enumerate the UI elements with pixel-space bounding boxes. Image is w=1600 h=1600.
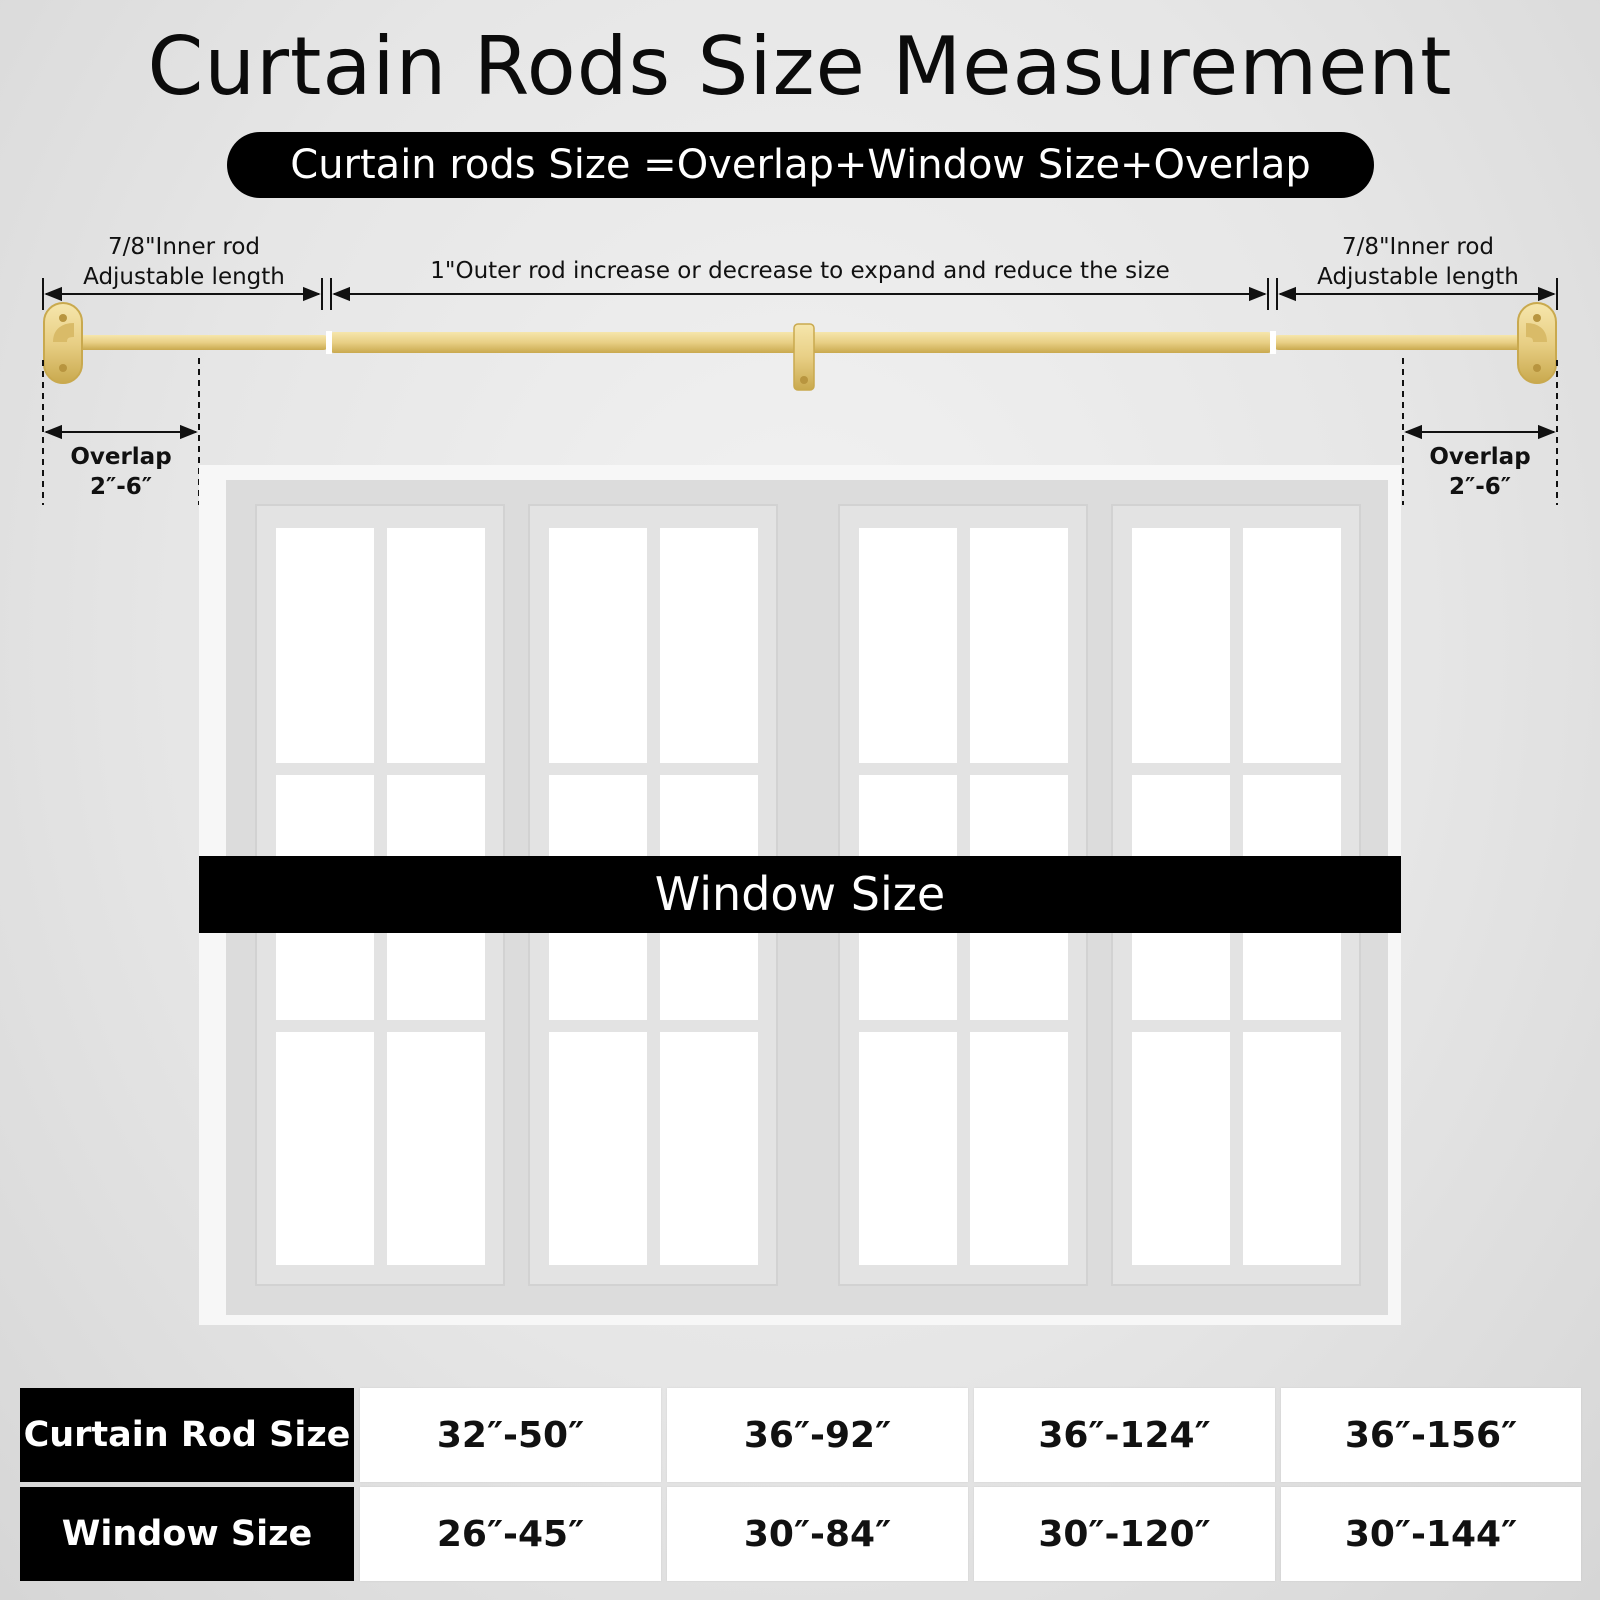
table-header-window-size: Window Size xyxy=(20,1487,354,1581)
window-pane xyxy=(276,1032,374,1265)
window-pane xyxy=(1132,528,1230,763)
window-pane xyxy=(1132,1032,1230,1265)
window-pane xyxy=(970,528,1068,763)
window-pane xyxy=(660,528,758,763)
dimension-inner-right xyxy=(1277,278,1557,310)
curtain-rod xyxy=(44,303,1556,390)
window-pane xyxy=(970,1032,1068,1265)
window-pane xyxy=(859,528,957,763)
inner-rod-left xyxy=(60,335,330,350)
table-cell-rod-size-2: 36″-92″ xyxy=(667,1388,968,1482)
table-cell-window-size-1: 26″-45″ xyxy=(360,1487,661,1581)
rod-joint-right xyxy=(1270,331,1276,354)
overlap-label-left-title: Overlap xyxy=(70,444,172,470)
window-pane xyxy=(660,1032,758,1265)
table-cell-window-size-4: 30″-144″ xyxy=(1281,1487,1581,1581)
window-pane xyxy=(549,528,647,763)
overlap-label-right-range: 2″-6″ xyxy=(1448,474,1512,500)
window-size-band: Window Size xyxy=(199,856,1401,933)
bracket-center xyxy=(794,324,814,390)
overlap-label-right xyxy=(1395,442,1565,502)
window-pane xyxy=(549,1032,647,1265)
dimension-inner-left xyxy=(43,278,322,310)
table-cell-window-size-2: 30″-84″ xyxy=(667,1487,968,1581)
table-cell-window-size-3: 30″-120″ xyxy=(974,1487,1275,1581)
inner-rod-label-left-line1: 7/8"Inner rod xyxy=(107,234,261,260)
table-cell-rod-size-3: 36″-124″ xyxy=(974,1388,1275,1482)
inner-rod-label-left-line2: Adjustable length xyxy=(83,264,285,290)
window-pane xyxy=(1243,528,1341,763)
page-title: Curtain Rods Size Measurement xyxy=(147,20,1453,113)
inner-rod-label-right-line2: Adjustable length xyxy=(1317,264,1519,290)
window-pane xyxy=(387,528,485,763)
dimension-outer xyxy=(331,278,1268,310)
table-header-rod-size: Curtain Rod Size xyxy=(20,1388,354,1482)
inner-rod-label-right-line1: 7/8"Inner rod xyxy=(1341,234,1495,260)
window-pane xyxy=(387,1032,485,1265)
bracket-right xyxy=(1518,303,1556,383)
table-cell-rod-size-4: 36″-156″ xyxy=(1281,1388,1581,1482)
bracket-left xyxy=(44,303,82,383)
outer-rod-label: 1"Outer rod increase or decrease to expand and reduce the size xyxy=(430,258,1170,284)
inner-rod-right xyxy=(1272,335,1542,350)
overlap-label-right-title: Overlap xyxy=(1429,444,1531,470)
overlap-label-left xyxy=(36,442,206,502)
formula-banner: Curtain rods Size =Overlap+Window Size+Overlap xyxy=(227,132,1374,198)
rod-joint-left xyxy=(326,331,332,354)
window-pane xyxy=(276,528,374,763)
window-pane xyxy=(859,1032,957,1265)
window-pane xyxy=(1243,1032,1341,1265)
overlap-label-left-range: 2″-6″ xyxy=(89,474,153,500)
table-cell-rod-size-1: 32″-50″ xyxy=(360,1388,661,1482)
